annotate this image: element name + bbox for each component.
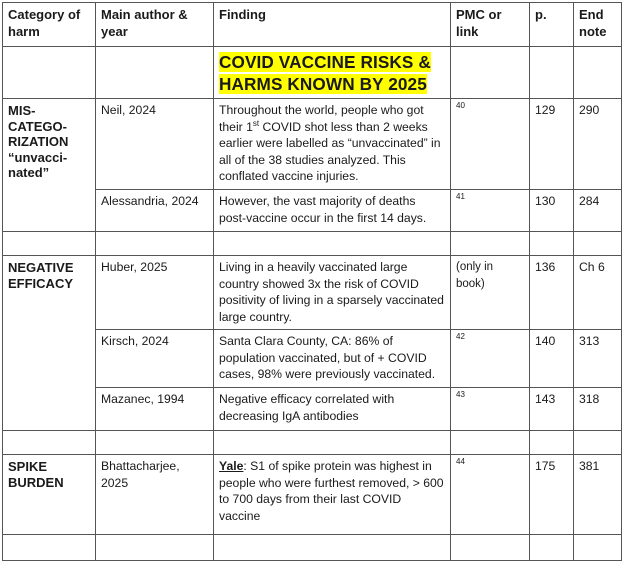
endnote-cell: 290 — [574, 99, 622, 190]
pmc-cell: (only in book) — [451, 256, 530, 330]
table-row — [3, 190, 622, 232]
table-row — [3, 388, 622, 431]
harms-table — [2, 2, 622, 561]
finding-cell: Living in a heavily vaccinated large country showed 3x the risk of COVID positivity of living in a sparsely vaccinated large country. — [214, 256, 451, 330]
page-cell: 129 — [530, 99, 574, 190]
header-finding: Finding — [214, 3, 451, 47]
pmc-cell: 44 — [451, 455, 530, 535]
finding-cell: Santa Clara County, CA: 86% of population vaccinated, but of + COVID cases, 98% were previously vaccinated. — [214, 330, 451, 388]
table-row — [3, 99, 622, 190]
document-page — [2, 2, 621, 575]
finding-cell: Throughout the world, people who got their 1st COVID shot less than 2 weeks earlier were labelled as “unvaccinated” in all of the 38 studies analyzed. This conflated vaccine injuries. — [214, 99, 451, 190]
finding-cell: However, the vast majority of deaths post-vaccine occur in the first 14 days. — [214, 190, 451, 232]
page-cell: 143 — [530, 388, 574, 431]
author-cell: Bhattacharjee, 2025 — [96, 455, 214, 535]
category-spike-burden: SPIKE BURDEN — [3, 455, 96, 535]
endnote-cell: 313 — [574, 330, 622, 388]
author-cell: Huber, 2025 — [96, 256, 214, 330]
endnote-cell: 381 — [574, 455, 622, 535]
author-cell: Kirsch, 2024 — [96, 330, 214, 388]
pmc-cell: 43 — [451, 388, 530, 431]
header-page: p. — [530, 3, 574, 47]
table-row — [3, 455, 622, 535]
header-author: Main author & year — [96, 3, 214, 47]
author-cell: Mazanec, 1994 — [96, 388, 214, 431]
category-negative-efficacy: NEGATIVE EFFICACY — [3, 256, 96, 431]
spacer-row — [3, 535, 622, 561]
table-row — [3, 256, 622, 330]
page-cell: 175 — [530, 455, 574, 535]
author-cell: Neil, 2024 — [96, 99, 214, 190]
page-cell: 140 — [530, 330, 574, 388]
header-category: Category of harm — [3, 3, 96, 47]
endnote-cell: Ch 6 — [574, 256, 622, 330]
pmc-cell: 41 — [451, 190, 530, 232]
spacer-row — [3, 431, 622, 455]
title-line-2: HARMS KNOWN BY 2025 — [219, 74, 427, 94]
page-cell: 136 — [530, 256, 574, 330]
finding-cell: Yale: S1 of spike protein was highest in people who were furthest removed, > 600 to 700 days from their last COVID vaccine — [214, 455, 451, 535]
finding-cell: Negative efficacy correlated with decreasing IgA antibodies — [214, 388, 451, 431]
endnote-cell: 318 — [574, 388, 622, 431]
page-cell: 130 — [530, 190, 574, 232]
header-endnote: End note — [574, 3, 622, 47]
table-row — [3, 330, 622, 388]
pmc-cell: 42 — [451, 330, 530, 388]
title-row — [3, 47, 622, 99]
spacer-row — [3, 232, 622, 256]
header-row — [3, 3, 622, 47]
endnote-cell: 284 — [574, 190, 622, 232]
author-cell: Alessandria, 2024 — [96, 190, 214, 232]
pmc-cell: 40 — [451, 99, 530, 190]
header-pmc: PMC or link — [451, 3, 530, 47]
title-line-1: COVID VACCINE RISKS & — [219, 52, 431, 72]
category-miscategorization: MIS- CATEGO- RIZATION “unvacci- nated” — [3, 99, 96, 232]
